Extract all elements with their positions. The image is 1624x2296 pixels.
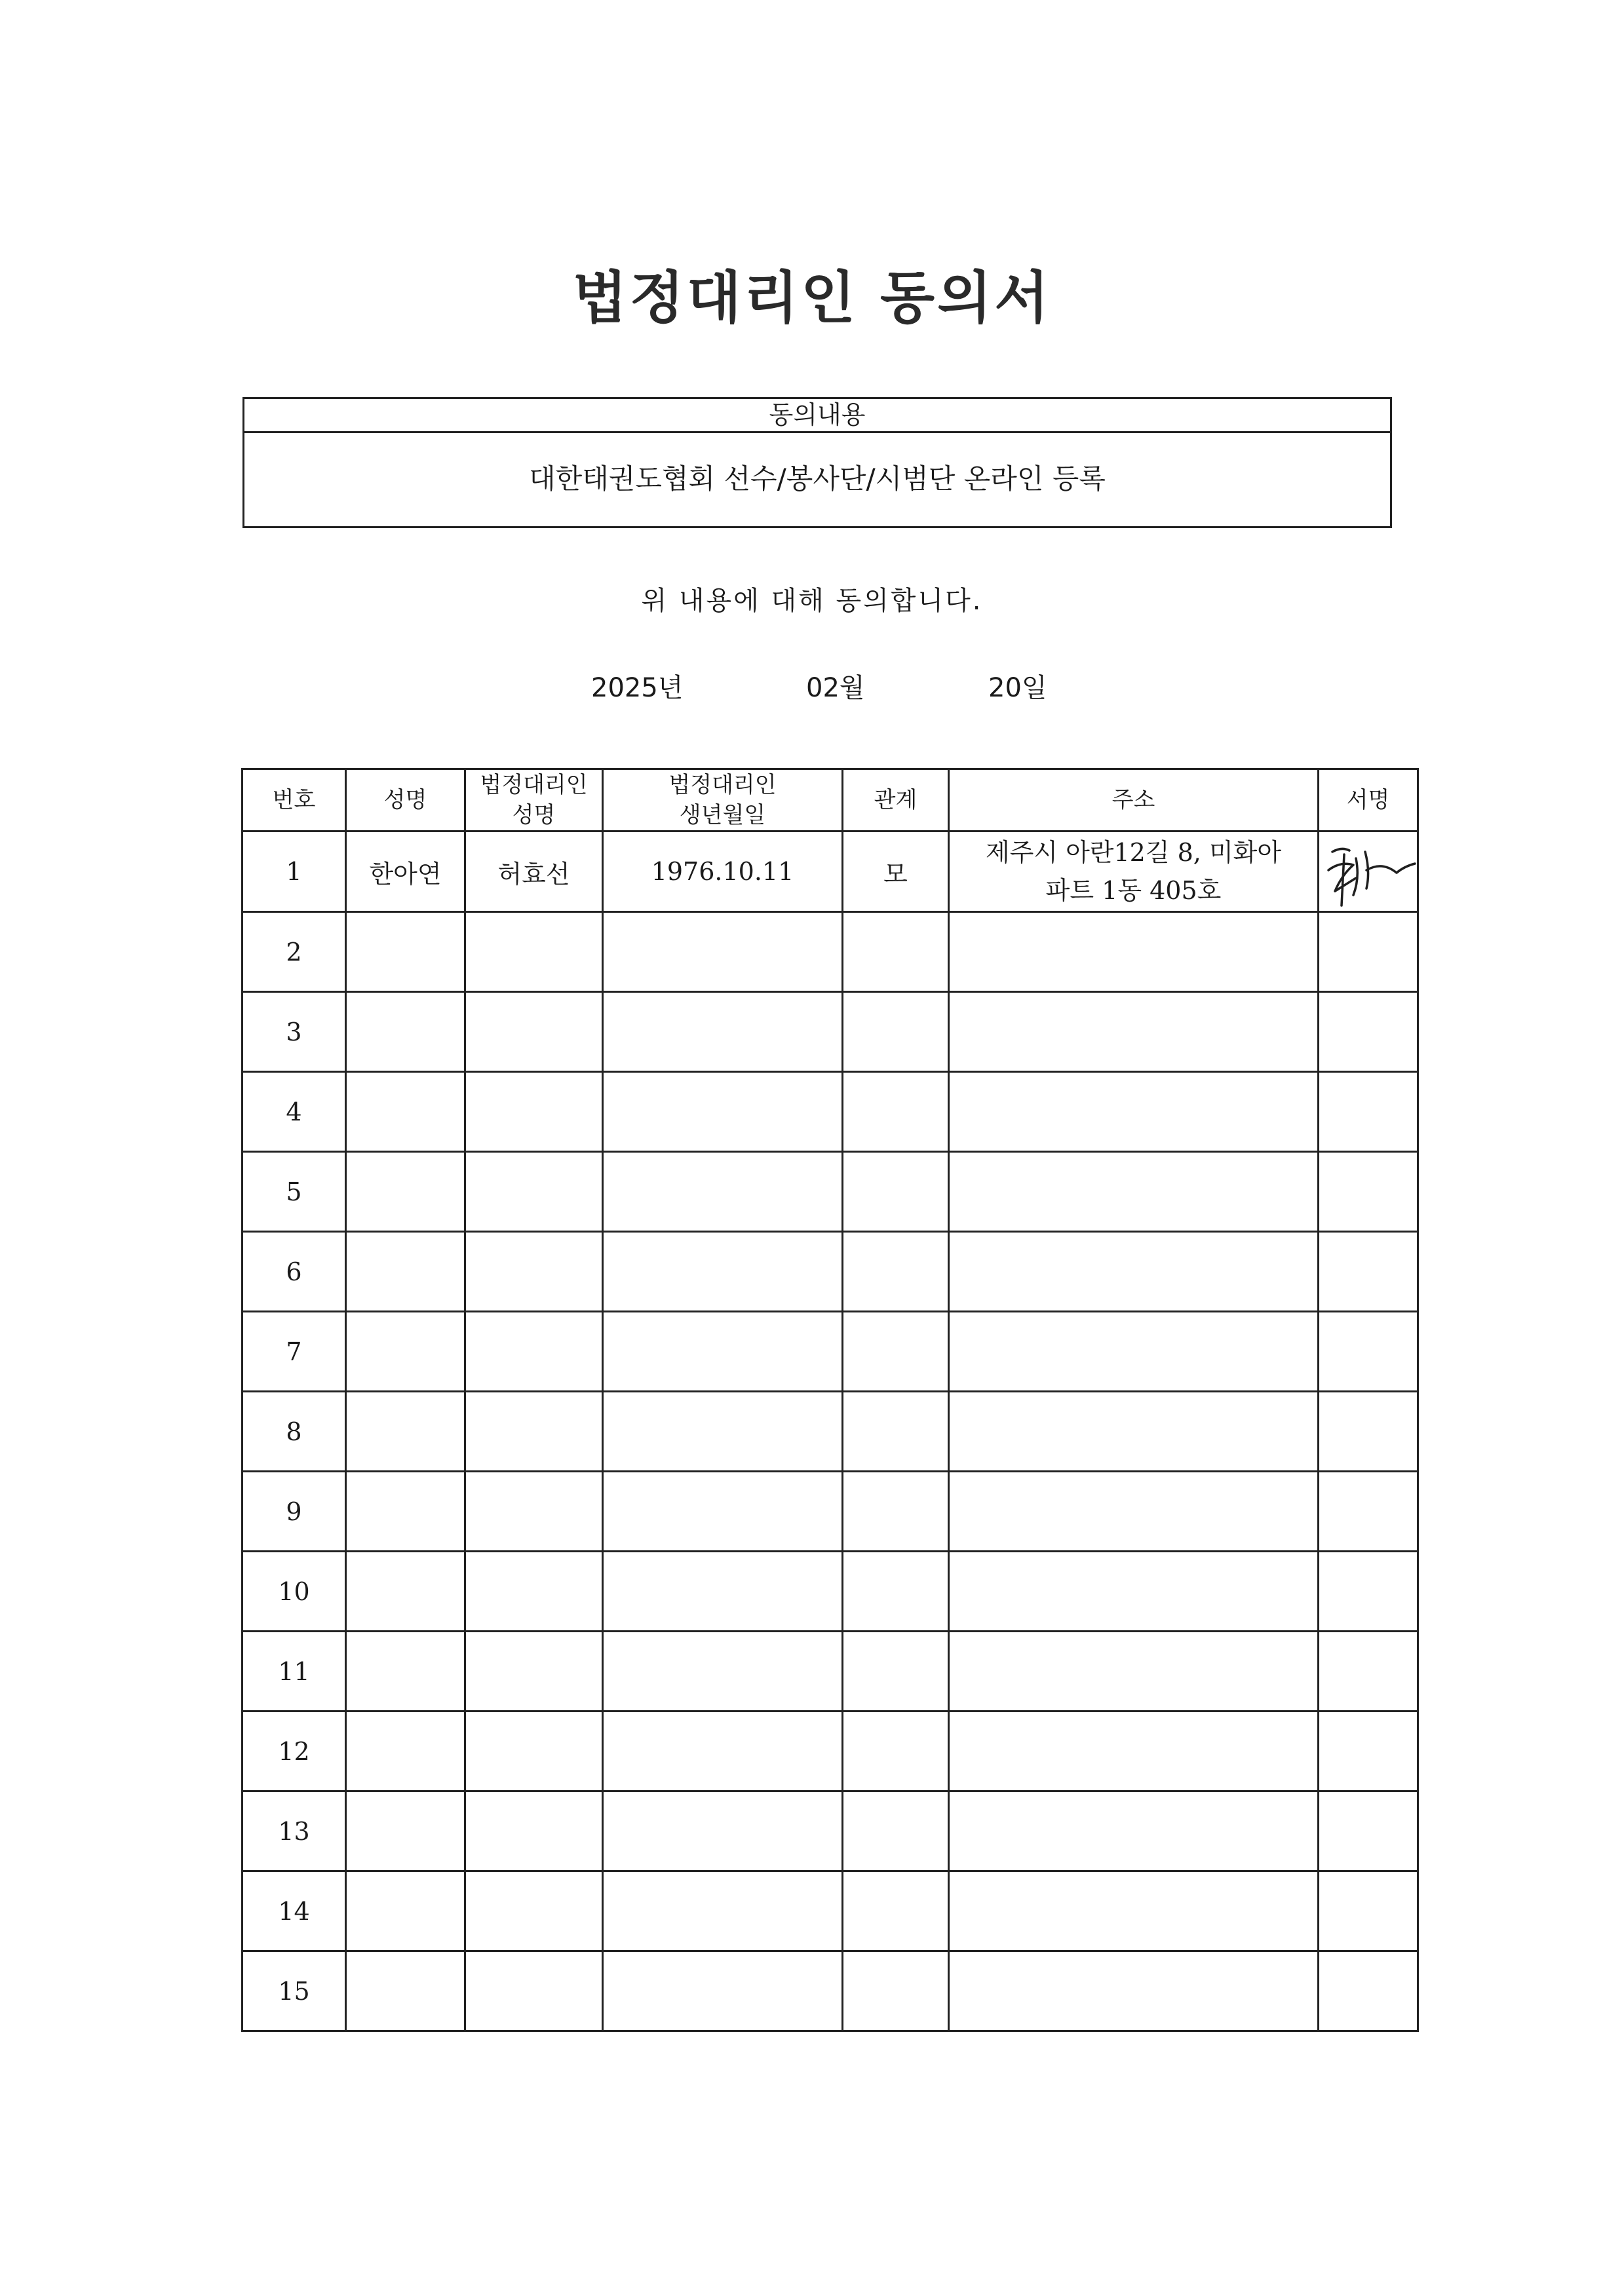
- row-relation: 모: [843, 832, 949, 912]
- row-rep-name: [465, 1072, 603, 1152]
- row-rep-name: [465, 1392, 603, 1472]
- row-address: [949, 1072, 1319, 1152]
- date-year: 2025년: [591, 673, 684, 703]
- row-address: [949, 1871, 1319, 1951]
- row-rep-birth: [603, 1871, 843, 1951]
- row-relation: [843, 1871, 949, 1951]
- row-rep-name: [465, 1712, 603, 1791]
- row-relation: [843, 1552, 949, 1632]
- row-name: [346, 1152, 465, 1232]
- table-row: [242, 992, 1418, 1072]
- row-no: 1: [242, 832, 346, 912]
- row-signature: [1319, 1392, 1418, 1472]
- header-rep-birth: [603, 769, 843, 832]
- row-rep-birth: [603, 1312, 843, 1392]
- row-no: 11: [242, 1632, 346, 1712]
- row-address: [949, 1712, 1319, 1791]
- table-row: [242, 912, 1418, 992]
- row-name: [346, 1871, 465, 1951]
- row-address: [949, 1552, 1319, 1632]
- row-no: 9: [242, 1472, 346, 1552]
- row-no: 10: [242, 1552, 346, 1632]
- row-name: [346, 1632, 465, 1712]
- row-no: 12: [242, 1712, 346, 1791]
- row-relation: [843, 1951, 949, 2031]
- table-row: [242, 1712, 1418, 1791]
- row-address: [949, 1152, 1319, 1232]
- row-name: [346, 1072, 465, 1152]
- row-address: [949, 992, 1319, 1072]
- row-relation: [843, 1791, 949, 1871]
- date-day: 20일: [988, 673, 1047, 703]
- row-signature: [1319, 1632, 1418, 1712]
- row-relation: [843, 992, 949, 1072]
- row-rep-birth: 1976.10.11: [603, 832, 843, 912]
- row-rep-name: [465, 1472, 603, 1552]
- table-body: [242, 832, 1418, 2031]
- row-rep-birth: [603, 1951, 843, 2031]
- row-rep-name: [465, 1312, 603, 1392]
- row-no: 6: [242, 1232, 346, 1312]
- table-row: [242, 1871, 1418, 1951]
- records-table: [241, 768, 1419, 2032]
- row-relation: [843, 1072, 949, 1152]
- row-no: 2: [242, 912, 346, 992]
- table-row: [242, 1552, 1418, 1632]
- header-address: 주소: [949, 769, 1319, 832]
- row-rep-birth: [603, 992, 843, 1072]
- row-name: [346, 992, 465, 1072]
- table-row: [242, 1951, 1418, 2031]
- header-rep-name: [465, 769, 603, 832]
- row-rep-name: [465, 992, 603, 1072]
- row-rep-name: [465, 1791, 603, 1871]
- table-row: [242, 1072, 1418, 1152]
- table-row: [242, 1632, 1418, 1712]
- consent-header: 동의내용: [244, 399, 1390, 433]
- row-signature: [1319, 1552, 1418, 1632]
- header-rep-name-line2: 성명: [512, 802, 556, 828]
- row-relation: [843, 1712, 949, 1791]
- row-signature: [1319, 832, 1418, 912]
- row-signature: [1319, 1712, 1418, 1791]
- row-rep-name: [465, 1632, 603, 1712]
- header-relation: 관계: [843, 769, 949, 832]
- row-name: [346, 1472, 465, 1552]
- row-address: [949, 832, 1319, 912]
- row-address: [949, 912, 1319, 992]
- row-name: [346, 1312, 465, 1392]
- row-name: [346, 1392, 465, 1472]
- row-signature: [1319, 992, 1418, 1072]
- row-no: 7: [242, 1312, 346, 1392]
- row-name: [346, 1552, 465, 1632]
- header-rep-name-line1: 법정대리인: [480, 772, 588, 798]
- row-relation: [843, 1472, 949, 1552]
- row-rep-name: [465, 1152, 603, 1232]
- consent-box: [242, 397, 1392, 528]
- row-name: [346, 1232, 465, 1312]
- row-relation: [843, 1232, 949, 1312]
- row-name: 한아연: [346, 832, 465, 912]
- row-name: [346, 1791, 465, 1871]
- row-no: 13: [242, 1791, 346, 1871]
- row-rep-birth: [603, 1632, 843, 1712]
- row-address: [949, 1951, 1319, 2031]
- document-title: 법정대리인 동의서: [572, 265, 1052, 331]
- row-signature: [1319, 912, 1418, 992]
- row-address: [949, 1472, 1319, 1552]
- row-no: 5: [242, 1152, 346, 1232]
- header-no: 번호: [242, 769, 346, 832]
- agree-statement: 위 내용에 대해 동의합니다.: [641, 586, 983, 616]
- row-rep-birth: [603, 1712, 843, 1791]
- row-no: 4: [242, 1072, 346, 1152]
- table-row: [242, 832, 1418, 912]
- table-row: [242, 1392, 1418, 1472]
- row-rep-name: [465, 912, 603, 992]
- row-rep-name: [465, 1232, 603, 1312]
- row-address-line1: 제주시 아란12길 8, 미화아: [985, 838, 1282, 867]
- date-month: 02월: [806, 673, 865, 703]
- row-rep-name: [465, 1871, 603, 1951]
- table-row: [242, 1791, 1418, 1871]
- table-row: [242, 1232, 1418, 1312]
- row-rep-name: [465, 1552, 603, 1632]
- header-name: 성명: [346, 769, 465, 832]
- row-address: [949, 1392, 1319, 1472]
- row-signature: [1319, 1871, 1418, 1951]
- row-signature: [1319, 1472, 1418, 1552]
- handwritten-signature: [1319, 832, 1418, 911]
- row-rep-name: [465, 1951, 603, 2031]
- row-rep-birth: [603, 1392, 843, 1472]
- row-name: [346, 1712, 465, 1791]
- row-no: 3: [242, 992, 346, 1072]
- row-rep-birth: [603, 1791, 843, 1871]
- row-rep-birth: [603, 1552, 843, 1632]
- row-name: [346, 912, 465, 992]
- row-relation: [843, 912, 949, 992]
- header-rep-birth-line1: 법정대리인: [668, 772, 777, 798]
- row-rep-birth: [603, 1472, 843, 1552]
- header-signature: 서명: [1319, 769, 1418, 832]
- table-header-row: [242, 769, 1418, 832]
- row-address: [949, 1312, 1319, 1392]
- row-address: [949, 1791, 1319, 1871]
- row-relation: [843, 1312, 949, 1392]
- row-address-line2: 파트 1동 405호: [1045, 876, 1222, 905]
- row-relation: [843, 1392, 949, 1472]
- row-signature: [1319, 1152, 1418, 1232]
- row-signature: [1319, 1951, 1418, 2031]
- header-rep-birth-line2: 생년월일: [679, 802, 766, 828]
- row-rep-birth: [603, 1232, 843, 1312]
- row-signature: [1319, 1312, 1418, 1392]
- row-rep-birth: [603, 1072, 843, 1152]
- row-address: [949, 1232, 1319, 1312]
- row-no: 8: [242, 1392, 346, 1472]
- row-name: [346, 1951, 465, 2031]
- row-no: 15: [242, 1951, 346, 2031]
- row-no: 14: [242, 1871, 346, 1951]
- table-row: [242, 1472, 1418, 1552]
- row-signature: [1319, 1232, 1418, 1312]
- row-rep-birth: [603, 1152, 843, 1232]
- table-row: [242, 1152, 1418, 1232]
- row-signature: [1319, 1072, 1418, 1152]
- row-rep-name: 허효선: [465, 832, 603, 912]
- row-relation: [843, 1632, 949, 1712]
- table-row: [242, 1312, 1418, 1392]
- row-signature: [1319, 1791, 1418, 1871]
- row-rep-birth: [603, 912, 843, 992]
- row-address: [949, 1632, 1319, 1712]
- consent-body: 대한태권도협회 선수/봉사단/시범단 온라인 등록: [529, 463, 1106, 495]
- row-relation: [843, 1152, 949, 1232]
